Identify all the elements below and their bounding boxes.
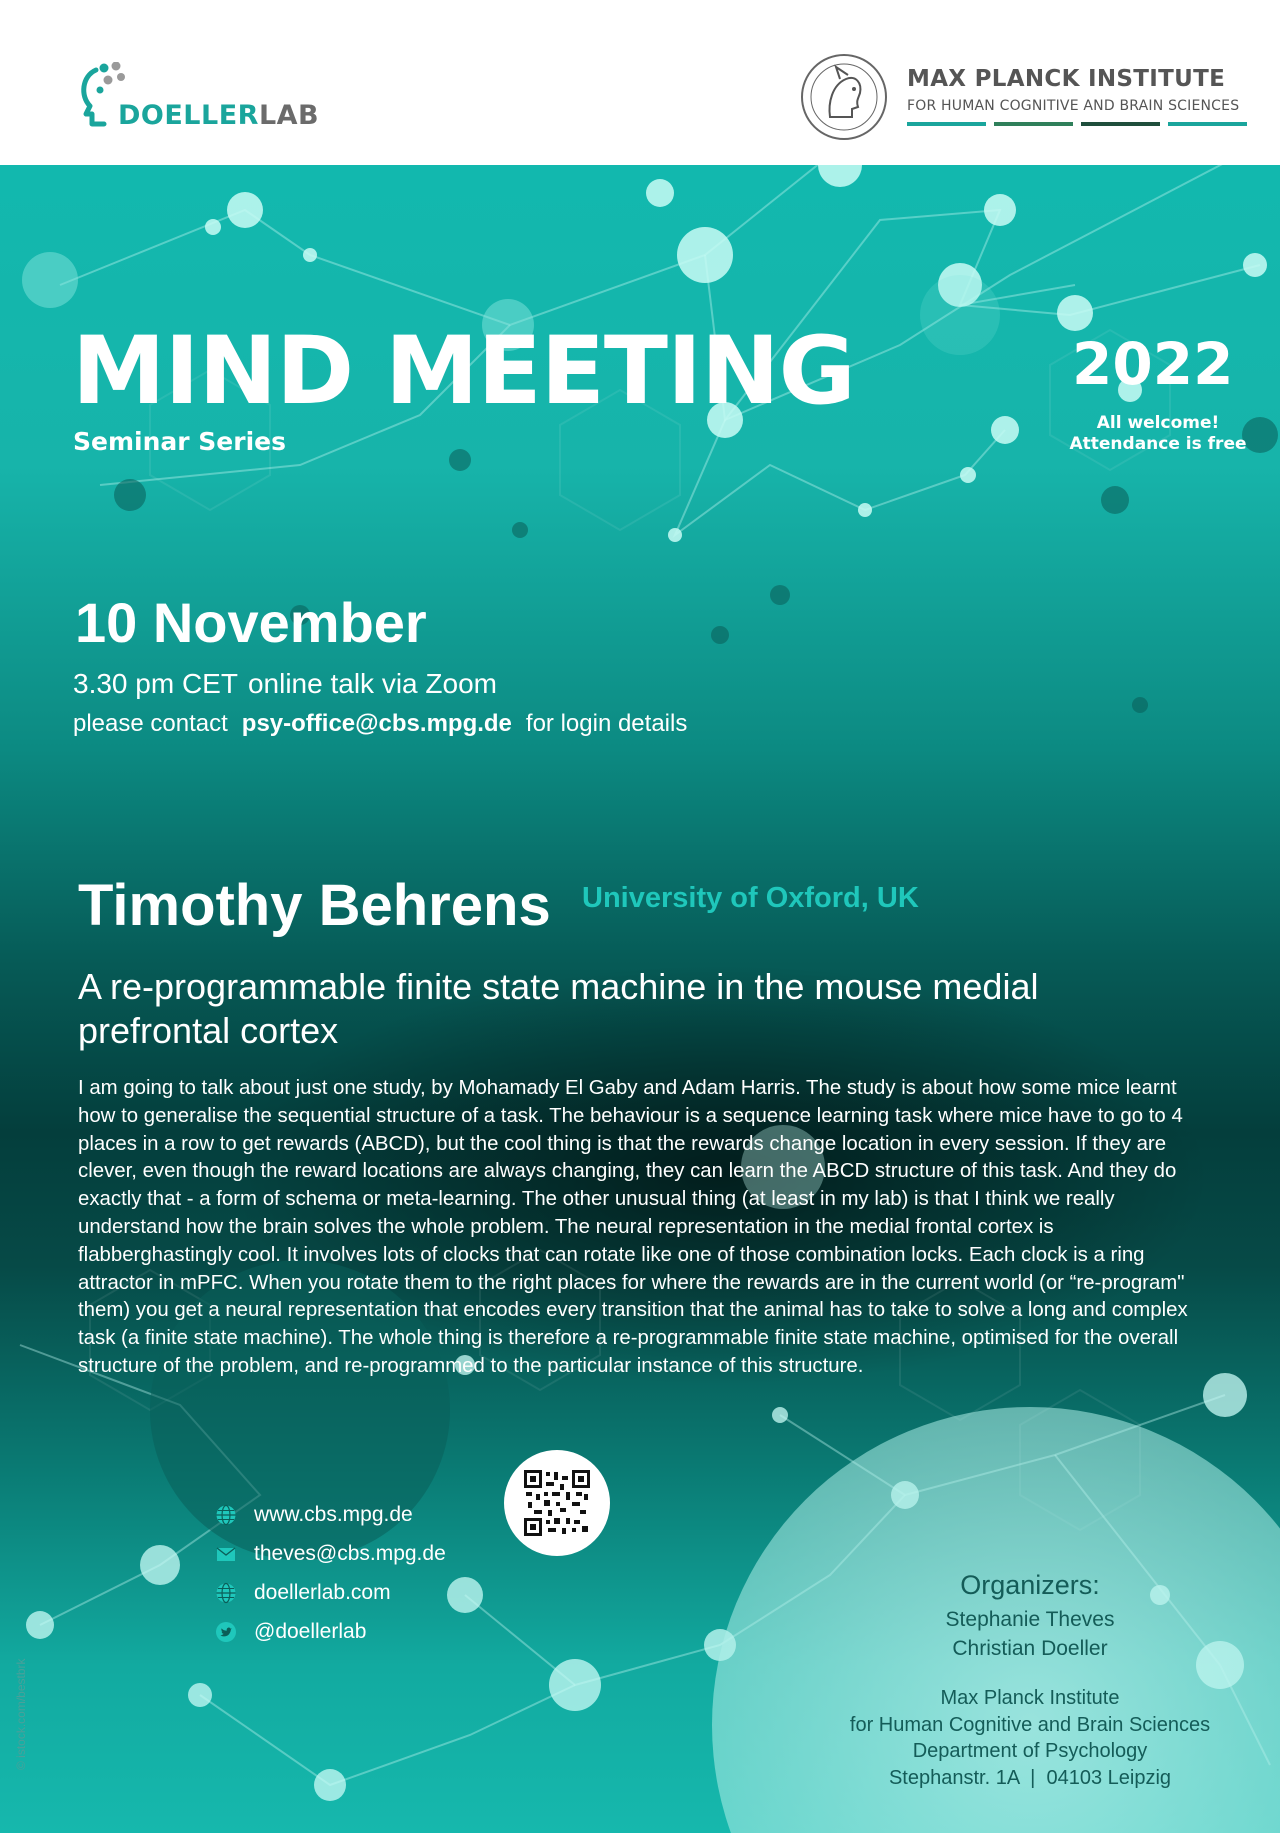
event-time: 3.30 pm CET — [73, 668, 238, 699]
event-series: Seminar Series — [73, 427, 286, 456]
qr-code[interactable] — [504, 1450, 610, 1556]
contact-lab-website[interactable] — [215, 1573, 446, 1612]
mpi-bar — [1081, 122, 1160, 126]
mpi-subtitle: FOR HUMAN COGNITIVE AND BRAIN SCIENCES — [907, 98, 1240, 114]
attendance-line: Attendance is free — [1069, 434, 1247, 454]
event-date: 10 November — [75, 591, 427, 654]
contact-suffix: for login details — [525, 710, 688, 737]
mpi-title: MAX PLANCK INSTITUTE — [907, 66, 1226, 92]
organizer-address — [830, 1685, 1230, 1791]
contact-list — [215, 1495, 446, 1651]
organizers-title: Organizers: — [960, 1570, 1100, 1600]
contact-text: theves@cbs.mpg.de — [254, 1541, 446, 1565]
event-format: online talk via Zoom — [247, 668, 497, 699]
address-line: Stephanstr. 1A | 04103 Leipzig — [888, 1766, 1172, 1789]
address-line: Department of Psychology — [912, 1740, 1148, 1762]
mail-icon — [215, 1543, 237, 1565]
event-title: MIND MEETING — [72, 317, 855, 426]
event-time-line — [73, 668, 507, 700]
globe-icon — [215, 1504, 237, 1526]
image-credit: © istock.com/bestbrk — [14, 1658, 28, 1770]
qr-code-icon — [524, 1470, 590, 1536]
minerva-seal-icon — [800, 53, 888, 141]
speaker-affiliation: University of Oxford, UK — [582, 882, 919, 914]
contact-text: www.cbs.mpg.de — [254, 1502, 413, 1526]
organizer-name: Stephanie Theves — [945, 1608, 1115, 1631]
speaker-name: Timothy Behrens — [78, 873, 551, 938]
contact-twitter[interactable] — [215, 1612, 446, 1651]
organizers-block — [830, 1570, 1230, 1791]
twitter-icon — [215, 1621, 237, 1643]
talk-title: A re-programmable finite state machine in the mouse medial prefrontal cortex — [78, 966, 1039, 1051]
contact-line — [73, 710, 687, 738]
mpi-bar — [907, 122, 986, 126]
mpi-color-bars — [907, 122, 1247, 126]
contact-prefix: please contact — [73, 710, 228, 737]
doellerlab-wordmark: DOELLERLAB — [118, 100, 320, 131]
mpi-bar — [994, 122, 1073, 126]
talk-abstract: I am going to talk about just one study, by Mohamady El Gaby and Adam Harris. The study is about how some mice learnt how to generalise the sequential structure of a task. The behaviour is a sequence learning task where mice have to go to 4 places in a row to get rewards (ABCD), but the cool thing is that the rewards change location in every session. If they are clever, even though the reward locations are always changing, they can learn the ABCD structure of this task. And they do exactly that - a form of schema or meta-learning. The other unusual thing (at least in my lab) is that I think we really understand how the brain solves the whole problem. The neural representation in the medial frontal cortex is flabberghastingly cool. It involves lots of clocks that can rotate like one of those combination locks. Each clock is a ring attractor in mPFC. When you rotate them to the right places for where the rewards are in the current world (or “re-program" them) you get a neural representation that encodes every transition that the animal has to take to solve a long and complex task (a finite state machine). The whole thing is therefore a re-programmable finite state machine, optimised for the overall structure of the problem, and re-programmed to the particular instance of this structure. — [78, 1077, 1188, 1377]
organizer-name: Christian Doeller — [952, 1637, 1108, 1660]
contact-text: doellerlab.com — [254, 1580, 391, 1604]
globe-icon — [215, 1582, 237, 1604]
contact-website[interactable] — [215, 1495, 446, 1534]
mpi-bar — [1168, 122, 1247, 126]
address-line: for Human Cognitive and Brain Sciences — [849, 1713, 1211, 1736]
contact-email[interactable] — [215, 1534, 446, 1573]
address-line: Max Planck Institute — [940, 1687, 1120, 1709]
contact-text: @doellerlab — [254, 1619, 367, 1643]
event-year: 2022 — [1072, 330, 1234, 398]
welcome-line: All welcome! — [1096, 413, 1220, 433]
header — [0, 0, 1280, 165]
contact-email-link[interactable]: psy-office@cbs.mpg.de — [241, 710, 512, 737]
poster-body — [0, 165, 1280, 1833]
welcome-note — [1058, 413, 1258, 455]
